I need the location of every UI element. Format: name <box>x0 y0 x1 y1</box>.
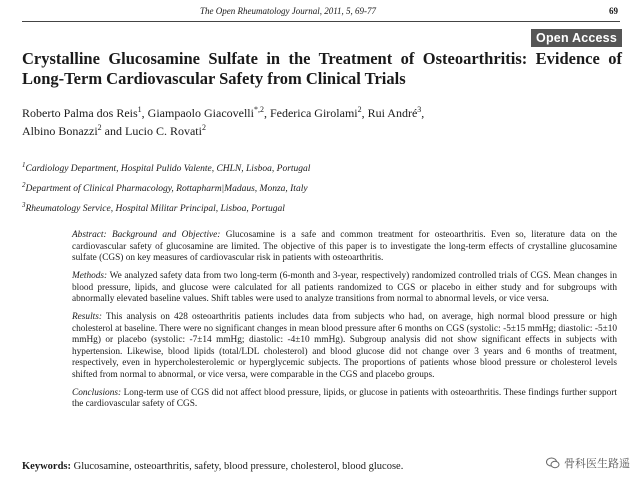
affiliation <box>22 160 582 175</box>
affiliation-mark: 2 <box>22 180 26 189</box>
author-affiliation-mark: 2 <box>201 123 206 132</box>
author-affiliation-mark: 3 <box>417 105 422 114</box>
open-access-badge: Open Access <box>531 29 622 47</box>
journal-header <box>0 6 640 20</box>
author-affiliation-mark: 1 <box>137 105 142 114</box>
abstract-section-label: Results: <box>72 312 102 322</box>
abstract-section-label: Conclusions: <box>72 387 122 398</box>
abstract-section-label: Methods: <box>72 271 108 281</box>
keywords <box>22 461 542 472</box>
abstract <box>72 230 617 417</box>
keywords-label: Keywords: <box>22 461 71 472</box>
article-title: Crystalline Glucosamine Sulfate in the Treatment of Osteoarthritis: Evidence of Long-Term Cardiovascular Safety from Clinical Trials <box>22 49 622 88</box>
keywords-text: Glucosamine, osteoarthritis, safety, blood pressure, cholesterol, blood glucose. <box>71 461 404 472</box>
affiliation-text: Rheumatology Service, Hospital Militar Principal, Lisboa, Portugal <box>25 204 285 214</box>
watermark-text: 骨科医生路遥 <box>564 457 630 470</box>
affiliation-text: Department of Clinical Pharmacology, Rottapharm|Madaus, Monza, Italy <box>25 184 308 194</box>
abstract-section-text: Long-term use of CGS did not affect blood pressure, lipids, or glucose in patients with osteoarthritis. These findings further support the cardiovascular safety of CGS. <box>72 387 617 409</box>
abstract-section-text: We analyzed safety data from two long-term (6-month and 3-year, respectively) randomized controlled trials of CGS. Mean changes in blood pressure, lipids, and glucose were calculated for all patients randomized to CGS or placebo in either study and for subgroups with abnormally elevated baseline values. Shift tables were used to analyze transitions from normal to abnormal levels, or vice versa. <box>72 271 617 304</box>
abstract-section-text: Glucosamine is a safe and common treatment for osteoarthritis. Even so, literature data on the cardiovascular safety of glucosamine are limited. The objective of this paper is to investigate the long-term effects of crystalline glucosamine sulfate (CGS) on key measures of cardiovascular risk in patients with osteoarthritis. <box>72 230 617 263</box>
author-list: Roberto Palma dos Reis$^1$, Giampaolo Giacovelli$^{*,2}$, Federica Girolami$^2$, Rui André$^3$, Albino Bonazzi$^2$ and Lucio C. Rovati$^2$ <box>22 105 425 138</box>
abstract-section-text: This analysis on 428 osteoarthritis patients includes data from subjects who had, on average, high normal blood pressure or high cholesterol at baseline. There were no significant changes in mean blood pressure after 6 months on CGS (systolic: -5±15 mmHg; diastolic: -5±10 mmHg) or placebo (systolic: -7±14 mmHg; diastolic: -4±10 mmHg). Subgroup analysis did not show significant effects in subjects with hypertension. Likewise, blood lipids (total/LDL cholesterol) and blood glucose did not change over 3 years and 6 months of treatment, respectively, even in hypercholesterolemic or hyperglycemic subjects. The proportions of patients whose blood pressure or cholesterol levels shifted from normal to abnormal, or vice versa, were comparable in the CGS and placebo groups. <box>72 312 617 380</box>
affiliation <box>22 200 582 215</box>
author-affiliation-mark: *,2 <box>253 105 264 114</box>
affiliation-text: Cardiology Department, Hospital Pulido Valente, CHLN, Lisboa, Portugal <box>25 164 311 174</box>
author-name: Federica Girolami <box>269 106 358 120</box>
author-name: Giampaolo Giacovelli <box>147 106 254 120</box>
affiliation-mark: 3 <box>22 200 26 209</box>
author-affiliation-mark: 2 <box>357 105 362 114</box>
abstract-paragraph <box>72 388 617 411</box>
abstract-paragraph <box>72 271 617 306</box>
author-affiliation-mark: 2 <box>97 123 102 132</box>
affiliation <box>22 180 582 195</box>
header-divider <box>22 21 620 22</box>
abstract-paragraph <box>72 312 617 381</box>
author-name: Lucio C. Rovati <box>124 124 202 138</box>
wechat-icon <box>546 456 560 470</box>
author-name: Albino Bonazzi <box>22 124 98 138</box>
author-name: Roberto Palma dos Reis <box>22 106 138 120</box>
abstract-paragraph <box>72 230 617 265</box>
author-name: Rui André <box>367 106 418 120</box>
page-number: 69 <box>609 6 618 16</box>
journal-citation: The Open Rheumatology Journal, 2011, 5, 69-77 <box>200 6 377 16</box>
abstract-section-label: Abstract: Background and Objective: <box>72 230 221 240</box>
affiliation-mark: 1 <box>22 160 26 169</box>
watermark <box>546 455 630 471</box>
